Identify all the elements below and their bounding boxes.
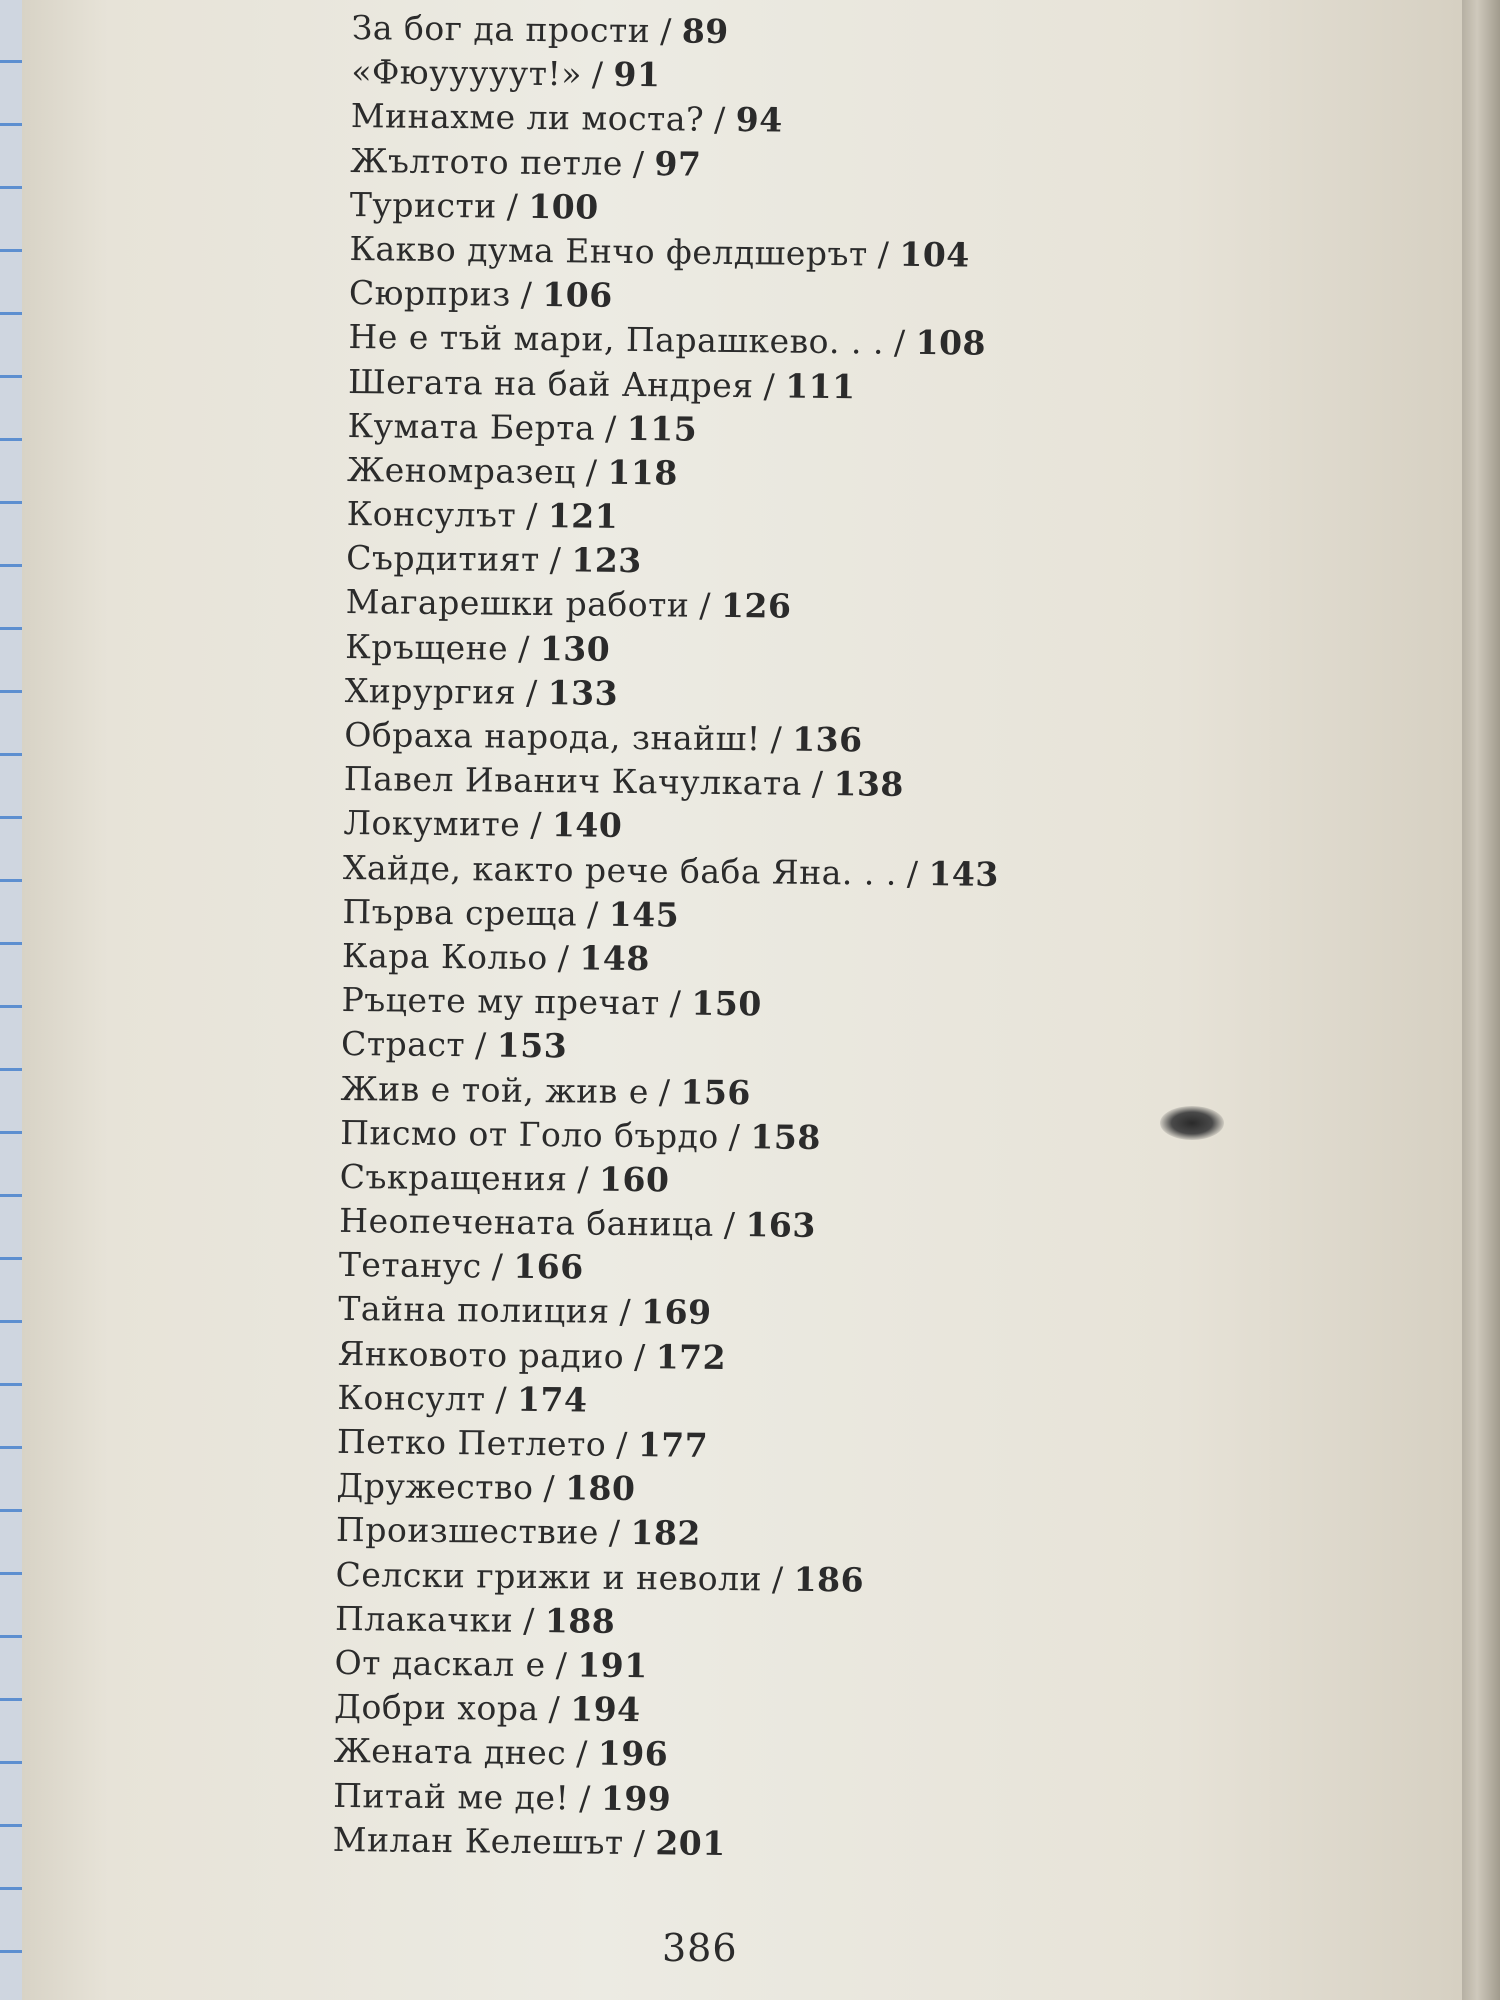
toc-entry: [335, 1552, 991, 1603]
toc-entry-page: 156: [680, 1072, 752, 1112]
toc-entry-page: 186: [793, 1559, 865, 1600]
toc-entry-page: 191: [577, 1645, 648, 1686]
toc-entry-title: Кумата Берта: [347, 405, 596, 448]
book-page: [22, 0, 1462, 2000]
toc-entry: [348, 315, 1004, 366]
toc-entry-page: 199: [600, 1778, 672, 1818]
toc-entry-separator: /: [586, 894, 599, 934]
toc-entry-page: 106: [542, 275, 613, 315]
toc-entry-title: Кръщене: [345, 626, 509, 668]
toc-entry-page: 166: [513, 1247, 584, 1287]
toc-entry-separator: /: [525, 672, 538, 712]
book-page-edges: [1462, 0, 1500, 2000]
toc-entry: [342, 890, 998, 941]
toc-entry: [334, 1685, 990, 1736]
toc-entry-separator: /: [699, 586, 712, 626]
toc-entry-title: Съкращения: [339, 1156, 568, 1199]
toc-entry-page: 97: [654, 143, 702, 184]
toc-entry: [345, 669, 1001, 720]
toc-entry: [344, 757, 1000, 808]
toc-entry-separator: /: [763, 365, 776, 405]
toc-entry-page: 163: [745, 1205, 817, 1245]
toc-entry-separator: /: [811, 764, 824, 804]
toc-entry: [340, 1066, 996, 1117]
toc-entry-title: Жив е той, жив е: [340, 1068, 650, 1111]
toc-entry-title: За бог да прости: [351, 7, 651, 51]
toc-entry-separator: /: [877, 234, 890, 274]
toc-entry-separator: /: [517, 628, 531, 668]
toc-entry-page: 104: [899, 234, 970, 275]
toc-entry-title: Тетанус: [338, 1245, 482, 1286]
toc-entry-separator: /: [576, 1733, 589, 1773]
toc-entry-page: 145: [608, 894, 680, 935]
toc-entry: [347, 404, 1003, 455]
toc-entry-title: Жената днес: [333, 1731, 567, 1773]
toc-entry-separator: /: [660, 11, 673, 51]
toc-entry-separator: /: [525, 495, 539, 536]
toc-entry-separator: /: [543, 1468, 556, 1508]
toc-entry-separator: /: [474, 1025, 488, 1065]
toc-entry-page: 194: [570, 1689, 641, 1730]
toc-entry-page: 94: [735, 100, 783, 140]
toc-entry-page: 91: [613, 54, 661, 95]
toc-entry-title: Петко Петлето: [336, 1421, 607, 1464]
toc-entry-title: Питай ме де!: [333, 1775, 570, 1817]
toc-entry-page: 196: [597, 1733, 669, 1774]
toc-entry: [333, 1729, 989, 1780]
toc-entry-page: 130: [539, 628, 611, 669]
toc-entry: [340, 1111, 996, 1162]
toc-entry: [336, 1464, 992, 1515]
toc-entry-title: «Фюууууут!»: [351, 52, 583, 94]
toc-entry-separator: /: [548, 1689, 561, 1729]
toc-entry: [346, 580, 1002, 631]
toc-entry-title: Павел Иванич Качулката: [343, 759, 803, 803]
toc-entry-page: 160: [598, 1159, 670, 1200]
toc-entry-page: 136: [792, 719, 863, 760]
toc-entry-title: Хайде, както рече баба Яна. . .: [342, 847, 898, 893]
toc-entry-separator: /: [495, 1379, 508, 1419]
toc-entry-separator: /: [723, 1205, 736, 1245]
toc-entry-page: 172: [655, 1336, 727, 1377]
toc-entry: [342, 934, 998, 985]
toc-entry-title: Минахме ли моста?: [350, 96, 705, 140]
notebook-strip: [0, 0, 24, 2000]
toc-entry: [346, 492, 1002, 543]
toc-entry-separator: /: [530, 805, 543, 845]
toc-entry-title: Писмо от Голо бърдо: [340, 1112, 719, 1156]
toc-entry-title: Плакачки: [334, 1598, 514, 1640]
toc-entry-page: 150: [691, 983, 762, 1024]
toc-entry-title: Жълтото петле: [350, 140, 624, 183]
toc-entry-separator: /: [491, 1246, 504, 1286]
toc-entry-page: 115: [626, 408, 698, 449]
toc-entry-title: Неопечената баница: [339, 1200, 715, 1244]
toc-entry-title: Сюрприз: [348, 273, 511, 314]
toc-entry-title: Милан Келешът: [332, 1819, 624, 1862]
toc-entry: [343, 846, 999, 897]
toc-entry-title: Тайна полиция: [338, 1289, 610, 1332]
toc-entry-title: Какво дума Енчо фелдшерът: [349, 228, 868, 274]
toc-entry: [347, 448, 1003, 499]
toc-entry-page: 100: [528, 186, 599, 227]
toc-entry: [350, 183, 1006, 234]
toc-entry-separator: /: [713, 100, 727, 140]
toc-entry-title: Добри хора: [333, 1687, 539, 1729]
toc-entry-page: 108: [915, 323, 987, 363]
toc-entry-title: Произшествие: [335, 1510, 600, 1553]
toc-entry-title: Дружество: [336, 1466, 534, 1508]
toc-entry-page: 133: [547, 672, 619, 713]
toc-entry-page: 158: [750, 1116, 822, 1157]
toc-entry-page: 138: [833, 764, 905, 805]
toc-entry-separator: /: [549, 540, 562, 580]
toc-entry: [336, 1508, 992, 1559]
toc-entry-separator: /: [577, 1159, 590, 1199]
toc-entry-page: 188: [544, 1600, 616, 1641]
toc-entry: [348, 359, 1004, 410]
toc-entry-title: Страст: [340, 1024, 466, 1065]
toc-entry: [349, 271, 1005, 322]
toc-entry-page: 174: [516, 1379, 588, 1420]
toc-entry-page: 140: [551, 805, 623, 846]
toc-entry-page: 153: [496, 1025, 568, 1066]
page-number: 386: [662, 1926, 738, 1970]
toc-entry: [339, 1199, 995, 1250]
toc-entry-separator: /: [906, 853, 919, 893]
toc-entry-separator: /: [770, 719, 783, 759]
toc-entry-separator: /: [591, 54, 604, 94]
toc-entry-separator: /: [557, 938, 570, 978]
toc-entry-page: 169: [640, 1292, 712, 1333]
toc-entry: [344, 713, 1000, 764]
toc-entry-separator: /: [579, 1777, 592, 1818]
toc-entry-title: Селски грижи и неволи: [335, 1554, 763, 1598]
toc-entry-title: Хирургия: [344, 670, 517, 712]
toc-entry-separator: /: [520, 274, 533, 315]
toc-entry-page: 180: [564, 1468, 636, 1509]
toc-entry-separator: /: [523, 1600, 536, 1640]
toc-entry-title: От даскал е: [334, 1642, 546, 1685]
toc-entry-title: Локумите: [343, 803, 521, 845]
toc-entry-separator: /: [615, 1424, 629, 1464]
toc-entry: [345, 625, 1001, 676]
toc-entry: [334, 1641, 990, 1692]
toc-entry-page: 201: [655, 1822, 726, 1863]
toc-entry-separator: /: [669, 983, 682, 1023]
toc-entry-separator: /: [633, 1336, 646, 1376]
toc-entry-separator: /: [608, 1513, 621, 1553]
toc-entry-title: Консулт: [337, 1377, 486, 1419]
toc-entry-page: 126: [720, 586, 792, 627]
toc-entry: [350, 139, 1006, 190]
toc-entry: [337, 1376, 993, 1427]
toc-entry: [349, 227, 1005, 278]
toc-entry: [338, 1287, 994, 1338]
toc-entry-page: 182: [630, 1513, 702, 1554]
toc-entry: [352, 6, 1008, 57]
toc-entry-page: 89: [681, 11, 729, 51]
toc-entry-title: Обраха народа, знайш!: [344, 714, 761, 759]
toc-entry-title: Женомразец: [346, 449, 577, 492]
toc-entry-separator: /: [506, 186, 519, 226]
toc-entry-separator: /: [632, 143, 645, 183]
toc-entry: [333, 1818, 989, 1869]
toc-entry-page: 177: [637, 1425, 709, 1465]
toc-entry-title: Шегата на бай Андрея: [347, 361, 754, 405]
table-of-contents: [333, 6, 1008, 1869]
toc-entry-separator: /: [619, 1292, 632, 1332]
toc-entry-page: 143: [928, 853, 1000, 894]
toc-entry-separator: /: [633, 1822, 646, 1862]
toc-entry: [338, 1332, 994, 1383]
toc-entry-separator: /: [893, 323, 906, 363]
toc-entry-separator: /: [658, 1071, 671, 1111]
toc-entry-separator: /: [728, 1116, 741, 1156]
toc-entry-page: 148: [579, 938, 650, 979]
toc-entry-title: Магарешки работи: [345, 582, 690, 626]
toc-entry: [351, 50, 1007, 101]
toc-entry-separator: /: [585, 452, 598, 492]
toc-entry-title: Янковото радио: [337, 1333, 625, 1376]
toc-entry: [333, 1773, 989, 1824]
toc-entry: [343, 801, 999, 852]
toc-entry-separator: /: [555, 1645, 568, 1685]
toc-entry-page: 111: [785, 366, 856, 406]
toc-entry: [340, 1155, 996, 1206]
toc-entry-separator: /: [771, 1559, 784, 1599]
toc-entry: [341, 978, 997, 1029]
ink-blot: [1160, 1106, 1224, 1140]
toc-entry: [339, 1243, 995, 1294]
toc-entry-separator: /: [604, 408, 617, 448]
toc-entry-page: 121: [547, 496, 619, 536]
toc-entry: [341, 1022, 997, 1073]
toc-entry: [351, 94, 1007, 145]
toc-entry-title: Кара Кольо: [341, 935, 548, 978]
toc-entry-title: Ръцете му пречат: [341, 980, 660, 1023]
toc-entry: [337, 1420, 993, 1471]
toc-entry-page: 123: [571, 540, 642, 581]
toc-entry: [346, 536, 1002, 587]
toc-entry: [335, 1597, 991, 1648]
toc-entry-title: Туристи: [349, 184, 497, 226]
toc-entry-title: Консулът: [346, 494, 517, 535]
toc-entry-title: Не е тъй мари, Парашкево. . .: [348, 317, 885, 362]
toc-entry-title: Първа среща: [342, 891, 578, 934]
toc-entry-title: Сърдитият: [346, 538, 540, 580]
toc-entry-page: 118: [607, 452, 679, 493]
